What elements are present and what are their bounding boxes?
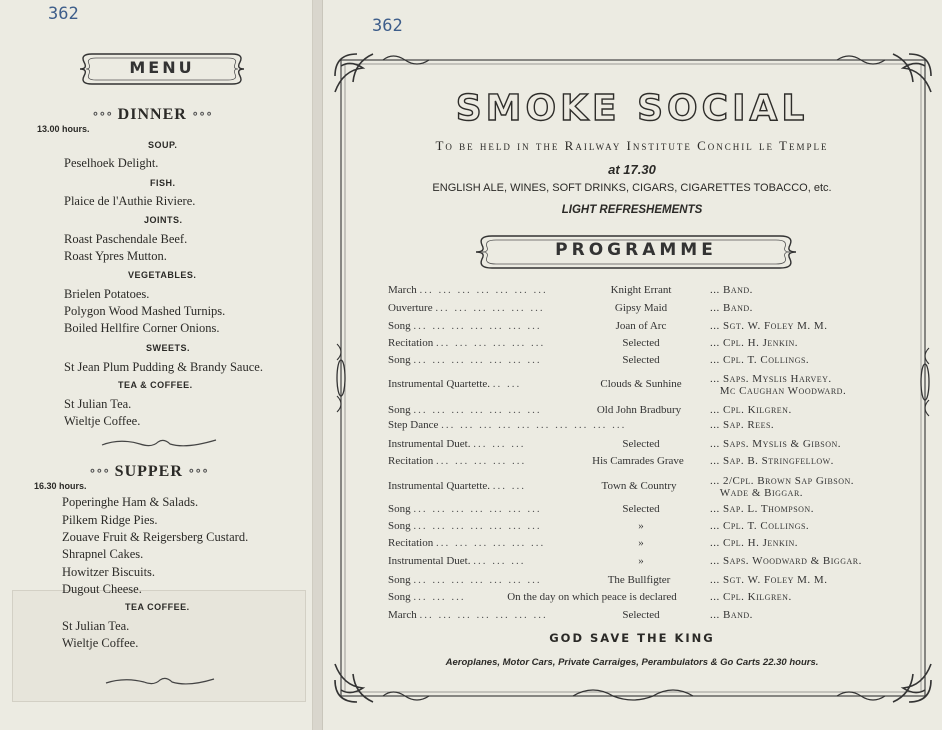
piece-title: Knight Errant [610,284,672,296]
menu-dish: Pilkem Ridge Pies. [62,513,158,527]
performance-type [388,520,542,532]
menu-dish: Shrapnel Cakes. [62,547,144,561]
programme-row [388,284,908,302]
piece-title: » [638,537,644,549]
performance-type-text: Song [388,404,411,416]
leader-dots: ... [710,555,720,567]
performer [710,503,814,515]
performance-type [388,438,525,450]
performer-name: Sap. B. Stringfellow. [723,455,834,467]
category-vegetables: VEGETABLES. [128,270,197,280]
performer-name: Sap. Rees. [723,419,775,431]
leader-dots: ... ... ... ... ... ... [435,337,546,349]
performer-name: Cpl. T. Collings. [723,354,810,366]
category-soup: SOUP. [148,140,178,150]
leader-dots: ... ... ... ... ... ... [435,302,545,314]
performer [710,373,846,397]
menu-dish: Brielen Potatoes. [64,287,150,301]
performer [710,609,753,621]
performer [710,354,809,366]
piece-title: The Bullfigter [607,574,671,586]
event-time: at 17.30 [608,162,656,177]
leader-dots: ... ... ... ... ... ... ... [419,609,548,621]
menu-dish: Peselhoek Delight. [64,156,159,170]
category-fish: FISH. [150,178,176,188]
performance-type [388,480,526,492]
leader-dots: ... ... ... [413,591,466,603]
piece-title: Selected [622,609,660,621]
performer-name: Saps. Myslis Harvey. [723,373,832,385]
programme-row [388,354,908,372]
drinks-line: ENGLISH ALE, WINES, SOFT DRINKS, CIGARS, CIGARETTES TOBACCO, etc. [432,182,832,194]
performer-name-second-line: Wade & Biggar. [719,487,804,499]
performer-name: Saps. Woodward & Biggar. [723,555,862,567]
performance-type-text: Recitation [388,537,434,549]
performance-type [388,609,548,621]
piece-title: On the day on which peace is declared [507,591,677,603]
leader-dots: .. ... [492,378,522,390]
piece-title: Selected [622,354,660,366]
supper-hours: 16.30 hours. [34,481,87,491]
menu-dish: St Julian Tea. [62,619,130,633]
performance-type-text: March [388,284,417,296]
performance-type-text: Song [388,591,411,603]
programme-row [388,337,908,355]
category-tea-coffee: TEA & COFFEE. [118,380,193,390]
leader-dots: ... [710,537,720,549]
leader-dots: ... ... ... [473,438,526,450]
leader-dots: ... [710,404,720,416]
performer [710,455,834,467]
programme-row [388,537,908,555]
performance-type-text: Instrumental Duet. [388,555,471,567]
pencil-number: 362 [48,4,79,24]
supper-heading [89,463,209,481]
leader-dots: ... ... [492,480,527,492]
leader-dots: ... [710,284,720,296]
leader-dots: ... [710,320,720,332]
piece-title: Gipsy Maid [614,302,668,314]
leader-dots: ... [710,337,720,349]
leader-dots: ... [710,503,720,515]
performance-type-text: March [388,609,417,621]
performer-name: Cpl. Kilgren. [723,404,792,416]
performance-type-text: Song [388,503,411,515]
leader-dots: ... ... ... ... ... ... ... [413,503,542,515]
programme-row [388,503,908,521]
leader-dots: ... ... ... ... ... ... ... [419,284,548,296]
piece-title: Joan of Arc [615,320,667,332]
menu-dish: Boiled Hellfire Corner Onions. [64,321,220,335]
performance-type-text: Instrumental Duet. [388,438,471,450]
leader-dots: ... [710,373,720,385]
footer-line: Aeroplanes, Motor Cars, Private Carraiges, Perambulators & Go Carts 22.30 hours. [445,657,819,668]
programme-row [388,455,908,473]
leader-dots: ... [710,609,720,621]
leader-dots: ... [710,302,720,314]
leader-dots: ... ... ... [473,555,526,567]
performer [710,284,753,296]
leader-dots: ... [710,455,720,467]
closing-line: GOD SAVE THE KING [549,631,715,645]
performer-name: Cpl. T. Collings. [723,520,810,532]
piece-title: » [638,520,644,532]
piece-title: » [638,555,644,567]
performer [710,475,854,499]
performance-type-text: Song [388,320,411,332]
menu-dish: Poperinghe Ham & Salads. [62,495,199,509]
performance-type [388,378,521,390]
leader-dots: ... [710,475,720,487]
piece-title: Selected [622,503,660,515]
performer [710,302,753,314]
performer-name: Cpl. H. Jenkin. [723,537,799,549]
refreshments-line: LIGHT REFRESHEMENTS [561,204,703,216]
performer [710,574,827,586]
performance-type-text: Song [388,354,411,366]
performance-type-text: Recitation [388,455,434,467]
piece-title: Selected [622,438,660,450]
performer [710,320,827,332]
menu-dish: Wieltje Coffee. [64,414,141,428]
menu-dish: Wieltje Coffee. [62,636,139,650]
performer-name: Sap. L. Thompson. [723,503,814,515]
performer-name-second-line: Mc Caughan Woodward. [719,385,847,397]
performer-name: Band. [723,284,753,296]
performer [710,419,774,431]
performer [710,438,841,450]
leader-dots: ... [710,574,720,586]
performance-type-text: Step Dance [388,419,439,431]
performer-name: Saps. Myslis & Gibson. [723,438,842,450]
programme-row [388,609,908,627]
pencil-number: 362 [372,16,403,36]
performer-name: Band. [723,302,753,314]
leader-dots: ... [710,438,720,450]
menu-dish: St Jean Plum Pudding & Brandy Sauce. [64,360,263,374]
performer-name: Cpl. H. Jenkin. [723,337,799,349]
dinner-heading [92,106,212,124]
programme-row [388,591,908,609]
menu-dish: Zouave Fruit & Reigersberg Custard. [62,530,249,544]
leader-dots: ... ... ... ... ... ... ... ... ... ... [441,419,627,431]
piece-title: Clouds & Sunhine [600,378,682,390]
swash-divider [100,436,218,450]
performance-type [388,354,542,366]
event-title: SMOKE SOCIAL [455,88,809,129]
performer [710,591,792,603]
piece-title: Old John Bradbury [596,404,682,416]
leader-dots: ... ... ... ... ... ... ... [413,520,542,532]
piece-title: His Camrades Grave [592,455,684,467]
performance-type [388,404,542,416]
performance-type [388,503,542,515]
leader-dots: ... [710,520,720,532]
leader-dots: ... ... ... ... ... ... ... [413,574,542,586]
menu-dish: Plaice de l'Authie Riviere. [64,194,196,208]
leader-dots: ... ... ... ... ... ... ... [413,354,542,366]
menu-dish: Polygon Wood Mashed Turnips. [64,304,226,318]
performance-type [388,419,626,431]
ornament-right: ∘∘∘ [187,465,209,477]
leader-dots: ... ... ... ... ... [435,455,527,467]
programme-row [388,555,908,573]
performer-name: Band. [723,609,753,621]
ornament-left: ∘∘∘ [89,465,110,477]
performer [710,337,798,349]
leader-dots: ... [710,354,720,366]
programme-heading: PROGRAMME [555,240,717,260]
performance-type-text: Instrumental Quartette. [388,480,491,492]
performance-type-text: Song [388,574,411,586]
ornament-left: ∘∘∘ [92,108,113,120]
category-sweets: SWEETS. [146,343,191,353]
performance-type [388,574,542,586]
programme-row [388,438,908,456]
performer [710,520,809,532]
programme-row [388,520,908,538]
programme-row [388,574,908,592]
performer [710,555,862,567]
piece-title: Selected [622,337,660,349]
menu-dish: Roast Ypres Mutton. [64,249,167,263]
leader-dots: ... ... ... ... ... ... ... [413,320,542,332]
performance-type [388,537,545,549]
menu-title: MENU [129,58,195,77]
supper-heading-text: SUPPER [114,463,183,480]
performance-type [388,337,545,349]
performance-type [388,302,545,314]
performer-name: Cpl. Kilgren. [723,591,792,603]
menu-dish: Dugout Cheese. [62,582,142,596]
category-joints: JOINTS. [144,215,183,225]
performer-name: Sgt. W. Foley M. M. [723,574,828,586]
performer [710,404,792,416]
programme-row [388,419,908,437]
leader-dots: ... [710,591,720,603]
performance-type-text: Ouverture [388,302,433,314]
performance-type-text: Instrumental Quartette. [388,378,491,390]
leader-dots: ... ... ... ... ... ... [435,537,546,549]
event-subtitle: To be held in the Railway Institute Conchil le Temple [435,138,829,153]
leader-dots: ... ... ... ... ... ... ... [413,404,542,416]
performance-type-text: Recitation [388,337,434,349]
category-tea-coffee: TEA COFFEE. [125,602,190,612]
leader-dots: ... [710,419,720,431]
performance-type [388,555,525,567]
menu-dish: Howitzer Biscuits. [62,565,156,579]
programme-row [388,475,908,499]
performer [710,537,798,549]
performance-type-text: Song [388,520,411,532]
performance-type [388,320,542,332]
menu-dish: St Julian Tea. [64,397,132,411]
ornament-right: ∘∘∘ [191,108,213,120]
menu-dish: Roast Paschendale Beef. [64,232,188,246]
programme-row [388,302,908,320]
performance-type [388,591,466,603]
performer-name: 2/Cpl. Brown Sap Gibson. [723,475,855,487]
programme-row [388,373,908,397]
piece-title: Town & Country [601,480,677,492]
dinner-hours: 13.00 hours. [37,124,90,134]
performance-type [388,455,526,467]
swash-divider [104,674,216,688]
performance-type [388,284,548,296]
performer-name: Sgt. W. Foley M. M. [723,320,828,332]
dinner-heading-text: DINNER [117,106,187,123]
programme-row [388,320,908,338]
